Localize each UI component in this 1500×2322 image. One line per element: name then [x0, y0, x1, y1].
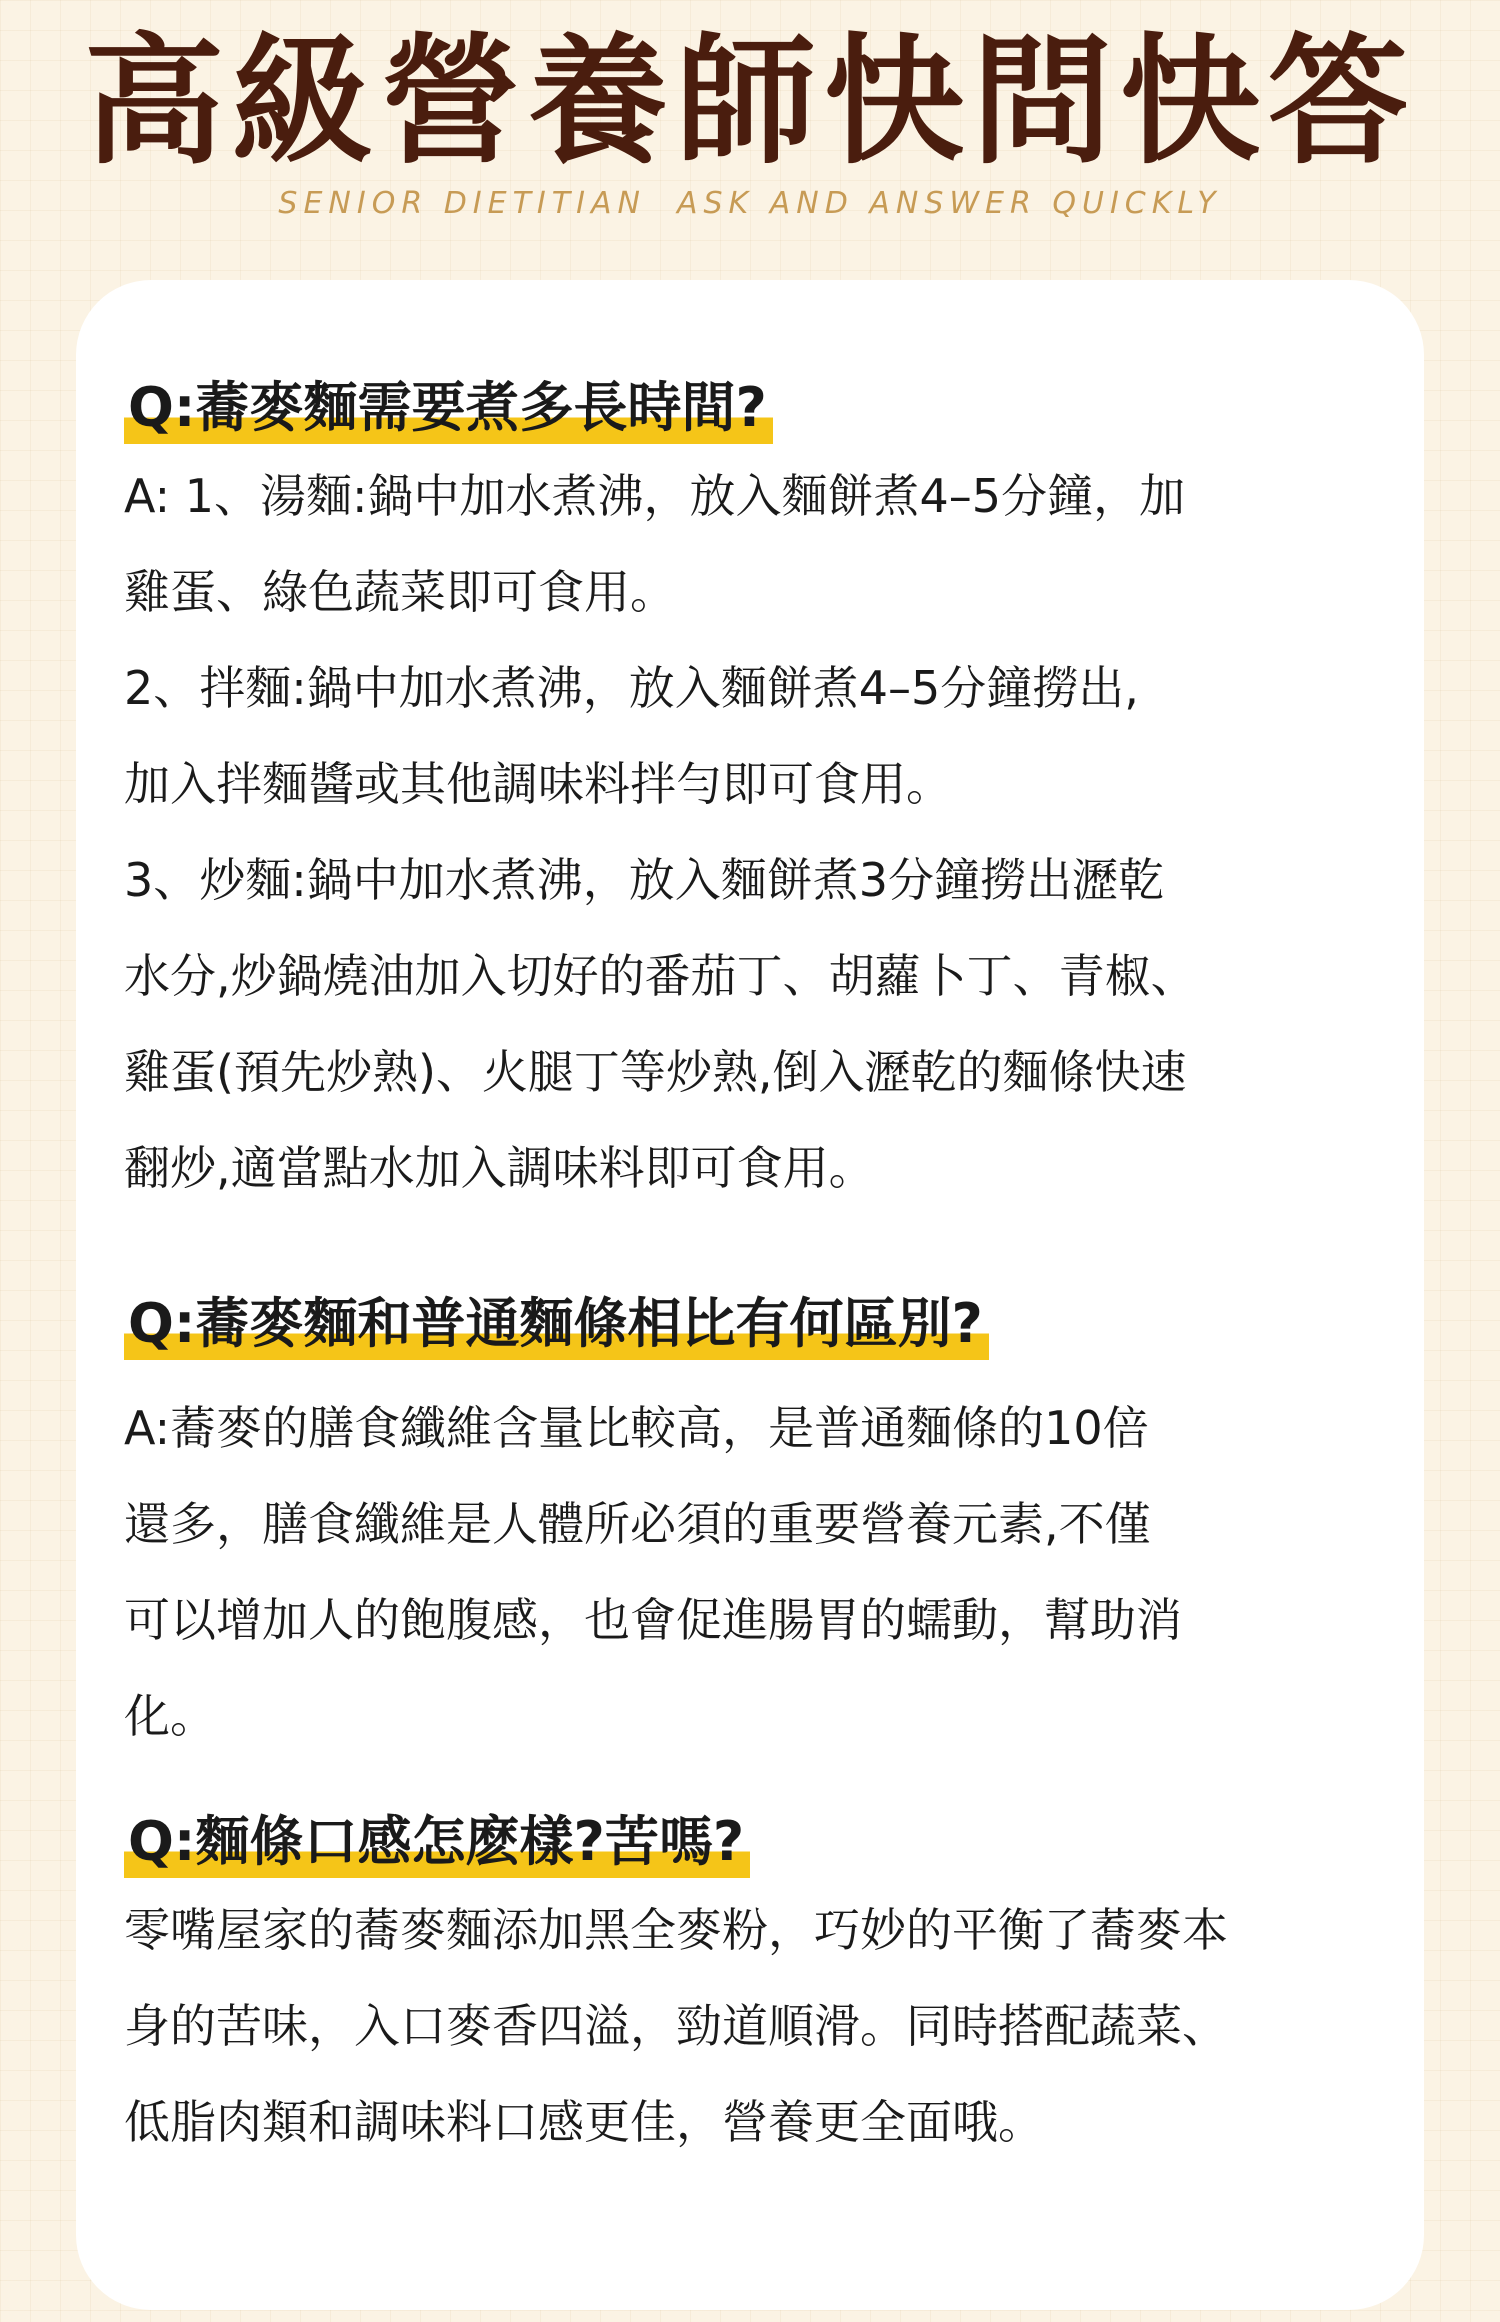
answer-line: 3、炒麵:鍋中加水煮沸，放入麵餅煮3分鐘撈出瀝乾: [124, 853, 1165, 907]
answer-line: 身的苦味，入口麥香四溢，勁道順滑。同時搭配蔬菜、: [124, 1999, 1228, 2053]
answer-line: A: 1、湯麵:鍋中加水煮沸，放入麵餅煮4–5分鐘，加: [124, 469, 1186, 523]
answer-line: 雞蛋(預先炒熟)、火腿丁等炒熟,倒入瀝乾的麵條快速: [124, 1045, 1187, 1099]
answer-line: 加入拌麵醬或其他調味料拌勻即可食用。: [124, 757, 952, 811]
faq-item-cooking-time: [124, 368, 1394, 1216]
faq-item-difference: [124, 1284, 1394, 1764]
faq-question: Q:蕎麥麵需要煮多長時間?: [124, 368, 773, 448]
answer-line: 低脂肉類和調味料口感更佳，營養更全面哦。: [124, 2095, 1044, 2149]
faq-answer: [124, 1380, 1394, 1764]
answer-line: 翻炒,適當點水加入調味料即可食用。: [124, 1141, 875, 1195]
answer-line: A:蕎麥的膳食纖維含量比較高，是普通麵條的10倍: [124, 1401, 1149, 1455]
answer-line: 零嘴屋家的蕎麥麵添加黑全麥粉，巧妙的平衡了蕎麥本: [124, 1903, 1228, 1957]
faq-item-taste: [124, 1802, 1394, 2170]
answer-line: 水分,炒鍋燒油加入切好的番茄丁、胡蘿卜丁、青椒、: [124, 949, 1197, 1003]
faq-card: [76, 280, 1424, 2310]
faq-question: Q:蕎麥麵和普通麵條相比有何區別?: [124, 1284, 989, 1364]
faq-answer: [124, 448, 1394, 1216]
answer-line: 化。: [124, 1689, 216, 1743]
page-subtitle: SENIOR DIETITIAN ASK AND ANSWER QUICKLY: [278, 186, 1222, 221]
page-title: 高級營養師快問快答: [83, 21, 1416, 184]
answer-line: 可以增加人的飽腹感，也會促進腸胃的蠕動，幫助消: [124, 1593, 1182, 1647]
answer-line: 雞蛋、綠色蔬菜即可食用。: [124, 565, 676, 619]
faq-question: Q:麵條口感怎麽樣?苦嗎?: [124, 1802, 750, 1882]
answer-line: 2、拌麵:鍋中加水煮沸，放入麵餅煮4–5分鐘撈出,: [124, 661, 1139, 715]
answer-line: 還多，膳食纖維是人體所必須的重要營養元素,不僅: [124, 1497, 1151, 1551]
faq-answer: [124, 1882, 1394, 2170]
